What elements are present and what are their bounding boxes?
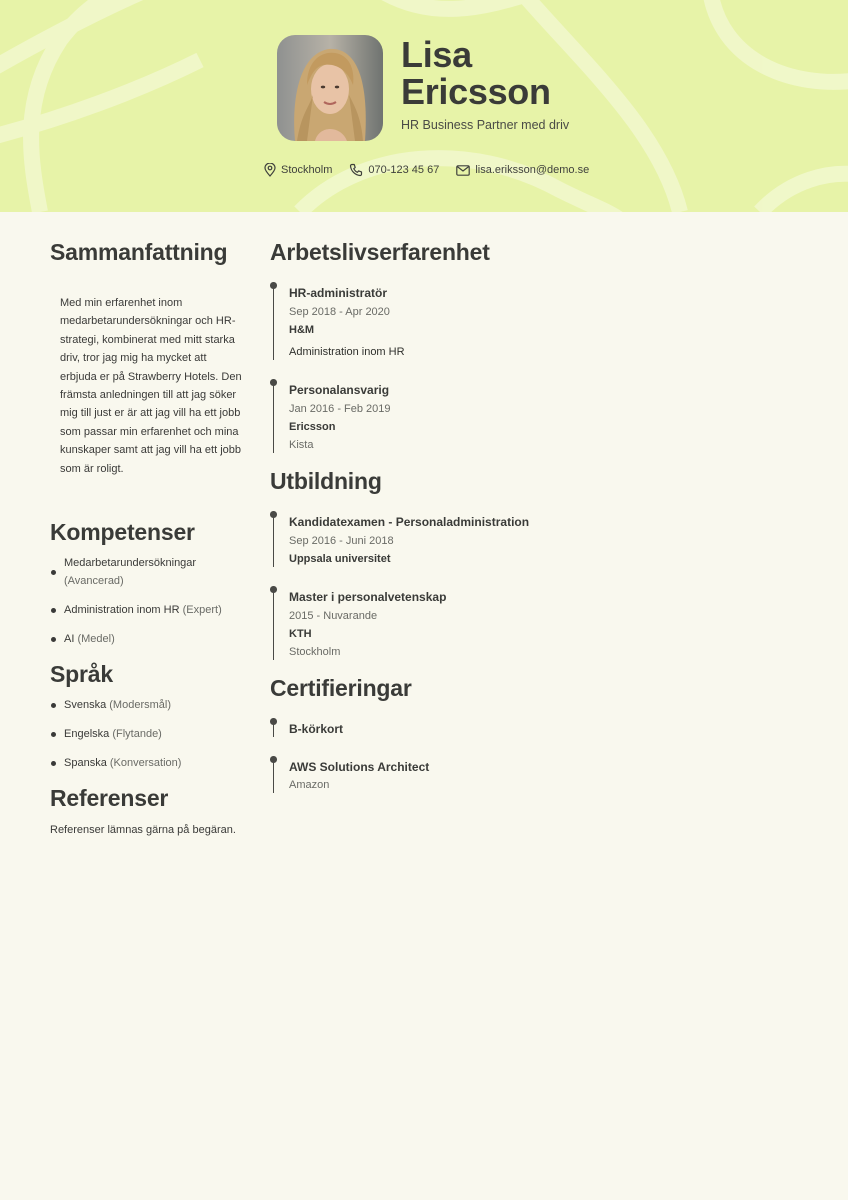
- skills-heading: Kompetenser: [50, 519, 195, 546]
- skill-level: (Medel): [77, 633, 115, 646]
- summary-heading: Sammanfattning: [50, 239, 228, 265]
- entry-date: Sep 2018 - Apr 2020: [289, 306, 390, 318]
- entry-date: Jan 2016 - Feb 2019: [289, 403, 391, 415]
- languages-list: [50, 696, 245, 772]
- entry-issuer: Amazon: [289, 779, 330, 791]
- headline: HR Business Partner med driv: [401, 118, 570, 132]
- certification-entry: [273, 759, 670, 793]
- skill-name: AI: [64, 633, 75, 646]
- entry-organization: KTH: [289, 628, 312, 640]
- entry-location: Kista: [289, 439, 314, 451]
- right-column: [270, 238, 670, 793]
- skill-level: (Expert): [182, 604, 222, 617]
- education-heading: Utbildning: [270, 468, 382, 494]
- entry-organization: Ericsson: [289, 421, 336, 433]
- certifications-heading: Certifieringar: [270, 675, 412, 701]
- language-level: (Flytande): [112, 728, 162, 741]
- certification-entry: [273, 721, 670, 737]
- header-banner: [0, 0, 848, 212]
- language-name: Svenska: [64, 699, 107, 712]
- full-name: [401, 36, 551, 110]
- experience-entry: [273, 285, 670, 360]
- entry-description: Administration inom HR: [289, 346, 405, 358]
- profile-photo: [277, 35, 383, 141]
- contact-email[interactable]: [456, 164, 589, 176]
- skill-item: [50, 601, 245, 619]
- mail-icon: [456, 165, 470, 176]
- references-heading: Referenser: [50, 785, 169, 812]
- phone-text: 070-123 45 67: [368, 164, 440, 176]
- contact-phone: [349, 163, 439, 177]
- entry-title: Master i personalvetenskap: [289, 590, 447, 604]
- education-entry: [273, 514, 670, 567]
- entry-title: Kandidatexamen - Personaladministration: [289, 515, 530, 529]
- experience-heading: Arbetslivserfarenhet: [270, 239, 490, 265]
- entry-date: Sep 2016 - Juni 2018: [289, 535, 394, 547]
- last-name: Ericsson: [401, 71, 551, 112]
- left-column: [50, 238, 245, 836]
- contact-location: [264, 163, 332, 177]
- language-item: [50, 696, 245, 714]
- experience-entry: [273, 382, 670, 453]
- skills-list: [50, 554, 245, 648]
- entry-title: AWS Solutions Architect: [289, 760, 430, 774]
- skill-name: Administration inom HR: [64, 604, 180, 617]
- phone-icon: [349, 163, 363, 177]
- language-name: Engelska: [64, 728, 110, 741]
- skill-item: [50, 630, 245, 648]
- language-item: [50, 754, 245, 772]
- location-text: Stockholm: [281, 164, 333, 176]
- first-name: Lisa: [401, 34, 472, 75]
- language-name: Spanska: [64, 757, 107, 770]
- entry-organization: H&M: [289, 324, 315, 336]
- skill-name: Medarbetarundersökningar: [64, 557, 197, 570]
- language-level: (Konversation): [109, 757, 182, 770]
- languages-heading: Språk: [50, 661, 113, 688]
- language-level: (Modersmål): [109, 699, 171, 712]
- entry-date: 2015 - Nuvarande: [289, 610, 378, 622]
- summary-text: Med min erfarenhet inom medarbetarundersökningar och HR-strategi, kombinerat med mitt starka driv, tror jag mig ha mycket att erbjuda er på Strawberry Hotels. Den främsta anledningen till att jag söker mig till just er är att jag vill ha ett jobb som passar min erfarenhet och mina kunskaper samt att jag vill ha ett jobb som är roligt.: [60, 297, 242, 475]
- entry-title: B-körkort: [289, 722, 344, 736]
- contact-row: [264, 163, 606, 177]
- education-entry: [273, 589, 670, 660]
- entry-title: Personalansvarig: [289, 383, 390, 397]
- references-text: Referenser lämnas gärna på begäran.: [50, 824, 236, 837]
- skill-level: (Avancerad): [64, 575, 124, 588]
- entry-location: Stockholm: [289, 646, 341, 658]
- entry-title: HR-administratör: [289, 286, 388, 300]
- entry-organization: Uppsala universitet: [289, 553, 391, 565]
- location-pin-icon: [264, 163, 276, 177]
- skill-item: [50, 554, 245, 590]
- email-text[interactable]: lisa.eriksson@demo.se: [475, 164, 590, 176]
- language-item: [50, 725, 245, 743]
